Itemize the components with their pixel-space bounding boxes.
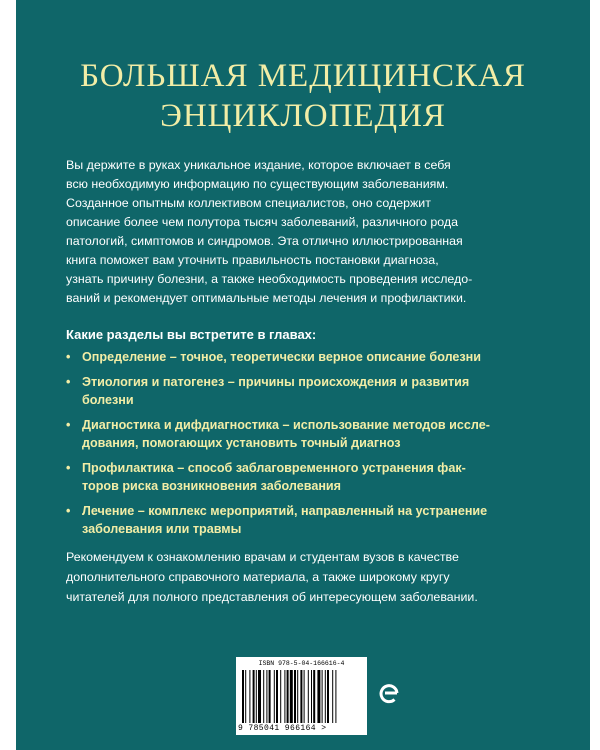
list-item <box>66 348 566 366</box>
barcode-bars <box>242 670 361 723</box>
bullet-icon: • <box>66 504 71 518</box>
intro-line: описание более чем полутора тысяч заболеваний, различного рода <box>66 215 459 229</box>
barcode-bar <box>276 670 278 723</box>
barcode-bar <box>313 670 315 723</box>
list-item <box>66 373 566 409</box>
intro-line: книга поможет вам уточнить правильность постановки диагноза, <box>66 253 439 267</box>
title-line-2: ЭНЦИКЛОПЕДИЯ <box>160 98 446 134</box>
list-item-line: торов риска возникновения заболевания <box>82 479 342 493</box>
barcode-bar <box>335 670 336 723</box>
barcode-bar <box>325 670 326 723</box>
barcode-bar <box>256 670 257 723</box>
barcode-bar <box>317 670 320 723</box>
sections-heading: Какие разделы вы встретите в главах: <box>66 327 317 342</box>
barcode-bar <box>300 670 302 723</box>
list-item-line: болезни <box>82 393 134 407</box>
list-item-line: Определение – точное, теоретически верное описание болезни <box>82 350 482 364</box>
publisher-logo-icon <box>377 680 403 706</box>
barcode-bar <box>242 670 244 723</box>
barcode-digits: 9 785041 966164 > <box>238 724 327 733</box>
list-item-line: Диагностика и дифдиагностика – использование методов иссле- <box>82 418 490 432</box>
bullet-icon: • <box>66 350 71 364</box>
barcode-bar <box>258 670 261 723</box>
book-back-cover <box>16 0 590 750</box>
outro-paragraph <box>66 547 556 607</box>
list-item-line: заболевания или травмы <box>82 522 242 536</box>
list-item-line: дования, помогающих установить точный диагноз <box>82 436 401 450</box>
barcode-bar <box>332 670 333 723</box>
bullet-icon: • <box>66 375 71 389</box>
barcode-bar <box>304 670 305 723</box>
barcode-bar <box>311 670 312 723</box>
barcode-bar <box>249 670 250 723</box>
bullet-icon: • <box>66 418 71 432</box>
outro-line: Рекомендуем к ознакомлению врачам и студентам вузов в качестве <box>66 550 459 564</box>
barcode-bar <box>284 670 285 723</box>
list-item <box>66 502 566 538</box>
barcode-bar <box>308 670 309 723</box>
outro-line: дополнительного справочного материала, а также широкому кругу <box>66 570 450 584</box>
barcode-bar <box>327 670 329 723</box>
barcode-bar <box>290 670 293 723</box>
barcode-bar <box>322 670 323 723</box>
barcode-bar <box>274 670 275 723</box>
barcode-bar <box>297 670 298 723</box>
barcode-bar <box>245 670 246 723</box>
isbn-label: ISBN 978-5-04-166616-4 <box>258 660 345 667</box>
intro-line: ваний и рекомендует оптимальные методы лечения и профилактики. <box>66 291 467 305</box>
book-title <box>16 56 590 136</box>
intro-paragraph <box>66 156 556 308</box>
intro-line: патологий, симптомов и синдромов. Эта отлично иллюстрированная <box>66 234 463 248</box>
intro-line: всю необходимую информацию по существующим заболеваниям. <box>66 177 449 191</box>
barcode-bar <box>287 670 289 723</box>
sections-list <box>66 348 566 545</box>
barcode-bar <box>280 670 281 723</box>
intro-line: Вы держите в руках уникальное издание, которое включает в себя <box>66 158 451 172</box>
intro-line: узнать причину болезни, а также необходимость проведения исследо- <box>66 272 473 286</box>
barcode-bar <box>294 670 296 723</box>
list-item-line: Лечение – комплекс мероприятий, направленный на устранение <box>82 504 488 518</box>
barcode <box>236 657 367 735</box>
barcode-bar <box>263 670 264 723</box>
barcode-bar <box>269 670 271 723</box>
list-item-line: Этиология и патогенез – причины происхождения и развития <box>82 375 470 389</box>
list-item <box>66 459 566 495</box>
barcode-bar <box>253 670 255 723</box>
intro-line: Созданное опытным коллективом специалистов, оно содержит <box>66 196 431 210</box>
outro-line: читателей для полного представления об интересующем заболевании. <box>66 590 478 604</box>
list-item-line: Профилактика – способ заблаговременного устранения фак- <box>82 461 466 475</box>
title-line-1: БОЛЬШАЯ МЕДИЦИНСКАЯ <box>80 58 526 94</box>
barcode-bar <box>266 670 267 723</box>
bullet-icon: • <box>66 461 71 475</box>
list-item <box>66 416 566 452</box>
